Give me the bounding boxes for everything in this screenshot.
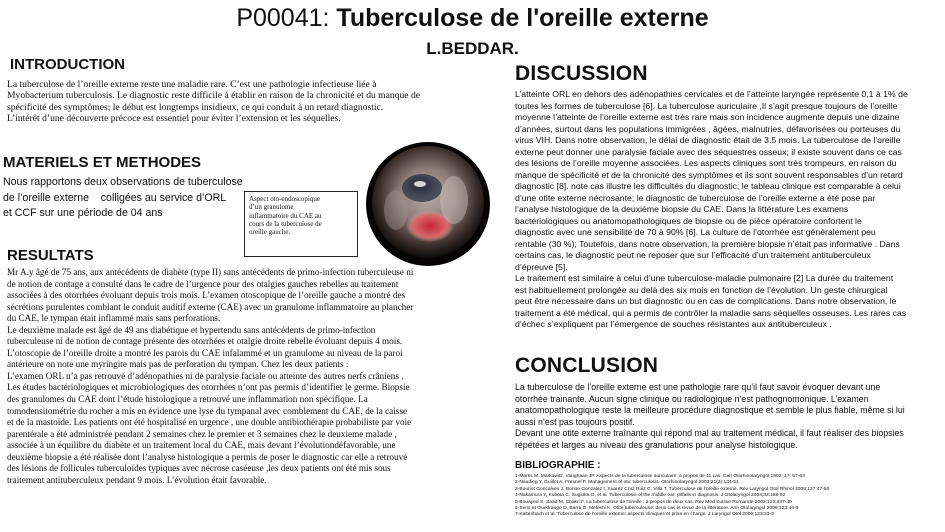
discussion-line: l’analyse histologique de la deuxième biopsie du CAE. Dans la littérature Les examens (515, 204, 849, 214)
discussion-line: d’échec s’expliquent par l’émergence de souches résistantes aux antituberculeux . (515, 319, 832, 329)
results-line: associée à un équilibre du diabète et un traitement local du CAE, mais devant l’évolutiondéfavorable, une (7, 440, 396, 451)
results-line: parentérale a été administrée pendant 2 semaines chez le premier et 3 semaines chez le deuxieme malade , (7, 428, 397, 439)
bibliography-entry: 2-Naudieg Y, Guillet A, Fresnel P. Management of otic tuberculosis. Otorhinolaryngol 2003;21(3):134-51 (515, 480, 739, 486)
results-line: et de la mastoïde. Les patients ont été hospitalisé en urgence , une double antibiothérapie probabiliste par voie (7, 417, 412, 428)
bibliography-entry: 7-Kaltenbach et al. Tuberculose de l’oreille externe: aspects cliniques et prise en charge. J Laryngol Otol 2009;123:33-9 (515, 512, 774, 518)
discussion-line: diagnostic [8]. note cas illustre les difficultés du diagnostic; le tableau clinique est comparable à celui (515, 181, 901, 191)
conclusion-line: Devant une otite externe traînante qui répond mal au traitement médical, il faut réaliser des biopsies (515, 428, 904, 439)
results-line: des lésions de follicules tuberculoïdes typiques avec nécrose caséeuse ,les deux patients ont été mis sous (7, 463, 391, 474)
poster-title (0, 4, 945, 33)
author-name: L.BEDDAR. (426, 39, 519, 58)
discussion-heading: DISCUSSION (515, 62, 648, 85)
discussion-line: des lésions de l’oreille moyenne associées. Les aspects cliniques sont très trompeurs, en raison du (515, 158, 897, 168)
intro-line: spécificité des symptômes; le début est longtemps insidieux, ce qui conduit à un retard diagnostic. (7, 101, 384, 113)
conclusion-heading: CONCLUSION (515, 354, 659, 377)
conclusion-line: La tuberculose de l’oreille externe est une pathologie rare qu’il faut savoir évoquer devant une (515, 382, 881, 392)
discussion-line: d’épreuve [5]. (515, 261, 568, 272)
results-line: Le deuxième malade est âgé de 49 ans diabétique et hypertendu sans antécédents de primo-infection (7, 324, 376, 335)
results-line: L’otoscopie de l’oreille droite a montré les parois du CAE infalammé et un granulome au niveau de la paroi (7, 347, 403, 358)
discussion-line: rentable (30 %); Toutefois, dans notre observation, la première biopsie n’était pas informative . Dans (515, 238, 900, 249)
otoendoscopy-image (364, 140, 492, 268)
introduction-heading: INTRODUCTION (10, 56, 125, 73)
intro-line: L’intérêt d’une découverte précoce est essentiel pour éviter l’extension et les séquelles. (7, 113, 341, 125)
figure-caption (244, 191, 358, 257)
conclusion-line: aussi n’est pas toujours positif. (515, 416, 635, 427)
discussion-line: L’atteinte ORL en dehors des adénopathies cervicales et de l’atteinte laryngée représente 0,1 à 1% de (515, 89, 908, 99)
discussion-line: externe peut donner une paralysie faciale avec des séquestres osseux; il existe souvent dans ce cas (515, 146, 902, 157)
caption-line: Aspect oto-endoscopique (249, 195, 320, 203)
intro-line: La tuberculose de l’oreille externe reste une maladie rare. C’est une pathologie infectieuse liée à (7, 79, 377, 90)
results-line: tomodensitométrie du rocher a mis en évidence une lyse du tympanal avec comblement du CAE, de la caisse (7, 405, 408, 416)
bibliography-entry: 6-Sens et Ouedraogo D, Barra D, Meleshi K. Otite tuberculeuse: deux cas et revue de la littérature. Ann Otolaryngol 2006;123:44-9 (515, 506, 799, 512)
results-line: antérieure on note une myringite mais pas de perforation du tympan. Chez les deux patients : (7, 359, 349, 370)
bibliography-entry: 1-Marks M, Markowitz, Vaughaan JP. Aspects de la tuberculose auriculaire: à propos de 11 cas. Cah Otorhinolaryngol 1992; 17: 57-63 (515, 474, 805, 479)
results-body (7, 267, 502, 486)
discussion-line: peut être nécessaire dans un but diagnostic ou en cas de complications. Dans notre observation, le (515, 296, 897, 306)
intro-line: Myobacterium tuberculosis. Le diagnostic reste difficile à établir en raison de la chronicité et du manque de (7, 90, 421, 102)
results-line: tuberculeuse ni de notion de contage présente des otorrhées et otalgie droite rebelle évoluant depuis 4 mois. (7, 336, 403, 347)
methods-line: et CCF sur une période de 04 ans (3, 207, 163, 219)
caption-line: d’un granulome (249, 203, 294, 212)
methods-heading: MATERIELS ET METHODES (3, 154, 202, 171)
discussion-line: diagnostic avec une sensibilité de 70 à 90% [6]. La culture de l’otorrhée est généralement peu (515, 227, 876, 237)
results-line: des granulomes du CAE dont l’étude histologique a retrouvé une inflammation non spécifique. La (7, 394, 368, 405)
results-line: sécrétions purulentes comblant le conduit auditif externe (CAE) avec un granulome inflammatoire au plancher (7, 301, 414, 312)
discussion-line: certains cas, le diagnostic peut ne reposer que sur l’efficacité d’un traitement antituberculeux (515, 250, 871, 260)
results-line: associées à des otorrhées évoluant depuis trois mois. L’examen otoscopique de l’oreille gauche a montré des (7, 290, 406, 301)
results-line: du CAE, le tympan était inflammé mais sans perforations. (7, 313, 221, 324)
bibliography-entry: 4-Nakamura Y, Kubota C, Sugioka O, et al. Tuberculosis of the middle ear: pitfalls in diagnosis. J Otolaryngol 2004;33:188-92 (515, 493, 786, 499)
caption-line: inflammatoire du CAE au (249, 211, 322, 220)
bibliography-entry: 5-Bouayed S, Saad M, Chakri F. La tuberculose de l’oreille : à propos de deux cas. Rev Med Suisse Romande 2003;123:337-40 (515, 499, 792, 505)
conclusion-line: anatomopathologique reste la meilleure procédure diagnostique et semble le plus fiable, même si lui (515, 405, 905, 416)
poster-code: P00041: (236, 4, 330, 32)
discussion-line: d’années, surtout dans les populations immigrées , âgées, malnutries, défavorisées ou porteuses du (515, 123, 901, 134)
bibliography-entry: 3-Bouriot Goncalves J, Bonne Gonzalez I, Suarez Cruz Ruiz C, Villa T. Tuberculose de l’oreille externe. Rev Laryngol Otol Rhinol 2006;127:47-50 (515, 486, 830, 492)
results-line: traitement antituberculeux pendant 9 mois. L’évolution était favorable. (7, 474, 267, 485)
poster-title-text: Tuberculose de l'oreille externe (336, 4, 709, 32)
caption-line: oreille gauche. (249, 228, 291, 237)
discussion-line: virus VIH. Dans notre observation, le délai de diagnostic était de 3.5 mois. La tuberculose de l’oreille (515, 135, 901, 145)
results-line: deuxième biopsie a été réalisée dont l’analyse histologique a permis de poser le diagnostic car elle a retrouvé (7, 451, 408, 462)
results-line: Mr A.y âgé de 75 ans, aux antécédents de diabète (type II) sans antécédents de primo-infection tuberculeuse ni (7, 267, 414, 277)
caption-line: cours de la tuberculose de (249, 219, 322, 228)
introduction-body (7, 79, 477, 125)
methods-line: de l’oreille externe colligées au service d’ORL (3, 191, 227, 204)
discussion-line: toutes les formes de tuberculose [6]. La tuberculose auriculaire ,Il s’agit presque toujours de l’oreille (515, 100, 898, 111)
bibliography-heading: BIBLIOGRAPHIE : (515, 460, 601, 471)
discussion-line: bactériologiques ou anatomopathologiques de biopsie ou de pièce opératoire confortent le (515, 215, 862, 226)
discussion-line: manque de spécificité et de la chronicité des symptômes et ils sont souvent responsables d’un retard (515, 169, 903, 180)
discussion-line: d’une otite externe nécrosante; le diagnostic de tuberculose de l’oreille externe a été pose par (515, 192, 876, 203)
discussion-body (515, 89, 943, 331)
discussion-line: est habituellement prolongée au delà des six mois en fonction de l’évolution. Un geste chirurgical (515, 284, 888, 295)
discussion-line: moyenne l’atteinte de l’oreille externe est très rare mais son incidence augmente depuis une dizaine (515, 112, 900, 122)
results-line: L’examen ORL n’a pas retrouvé d’adénopathies ni de paralysie faciale ou atteinte des autres nerfs crâniens . (7, 370, 404, 381)
otoendoscopy-photo (364, 140, 492, 268)
conclusion-line: otorrhée trainante. Aucun signe clinique ou radiologique n’est pathognomonique. L’examen (515, 393, 869, 404)
results-line: de notion de contage a consulté dans le cadre de l’urgence pour des otalgies gauches rebelles au traitement (7, 278, 399, 289)
results-line: Les études bactériologiques et microbiologiques des otorrhées n’ont pas permis d’identifier le germe. Biopsie (7, 382, 410, 393)
conclusion-line: répétées et larges au niveau des granulations pour analyse histologique. (515, 439, 798, 450)
conclusion-body (515, 382, 943, 452)
discussion-line: Le traitement est similaire à celui d’une tuberculose-maladie pulmonaire [2] La durée du traitement (515, 273, 894, 283)
bibliography-list (515, 474, 943, 519)
results-heading: RESULTATS (7, 247, 94, 264)
discussion-line: traitement a été médical, qui a permis de contrôler la maladie sans séquelles osseuses. Les rares cas (515, 307, 907, 318)
methods-body (3, 175, 253, 222)
methods-line: Nous rapportons deux observations de tuberculose (3, 176, 243, 188)
